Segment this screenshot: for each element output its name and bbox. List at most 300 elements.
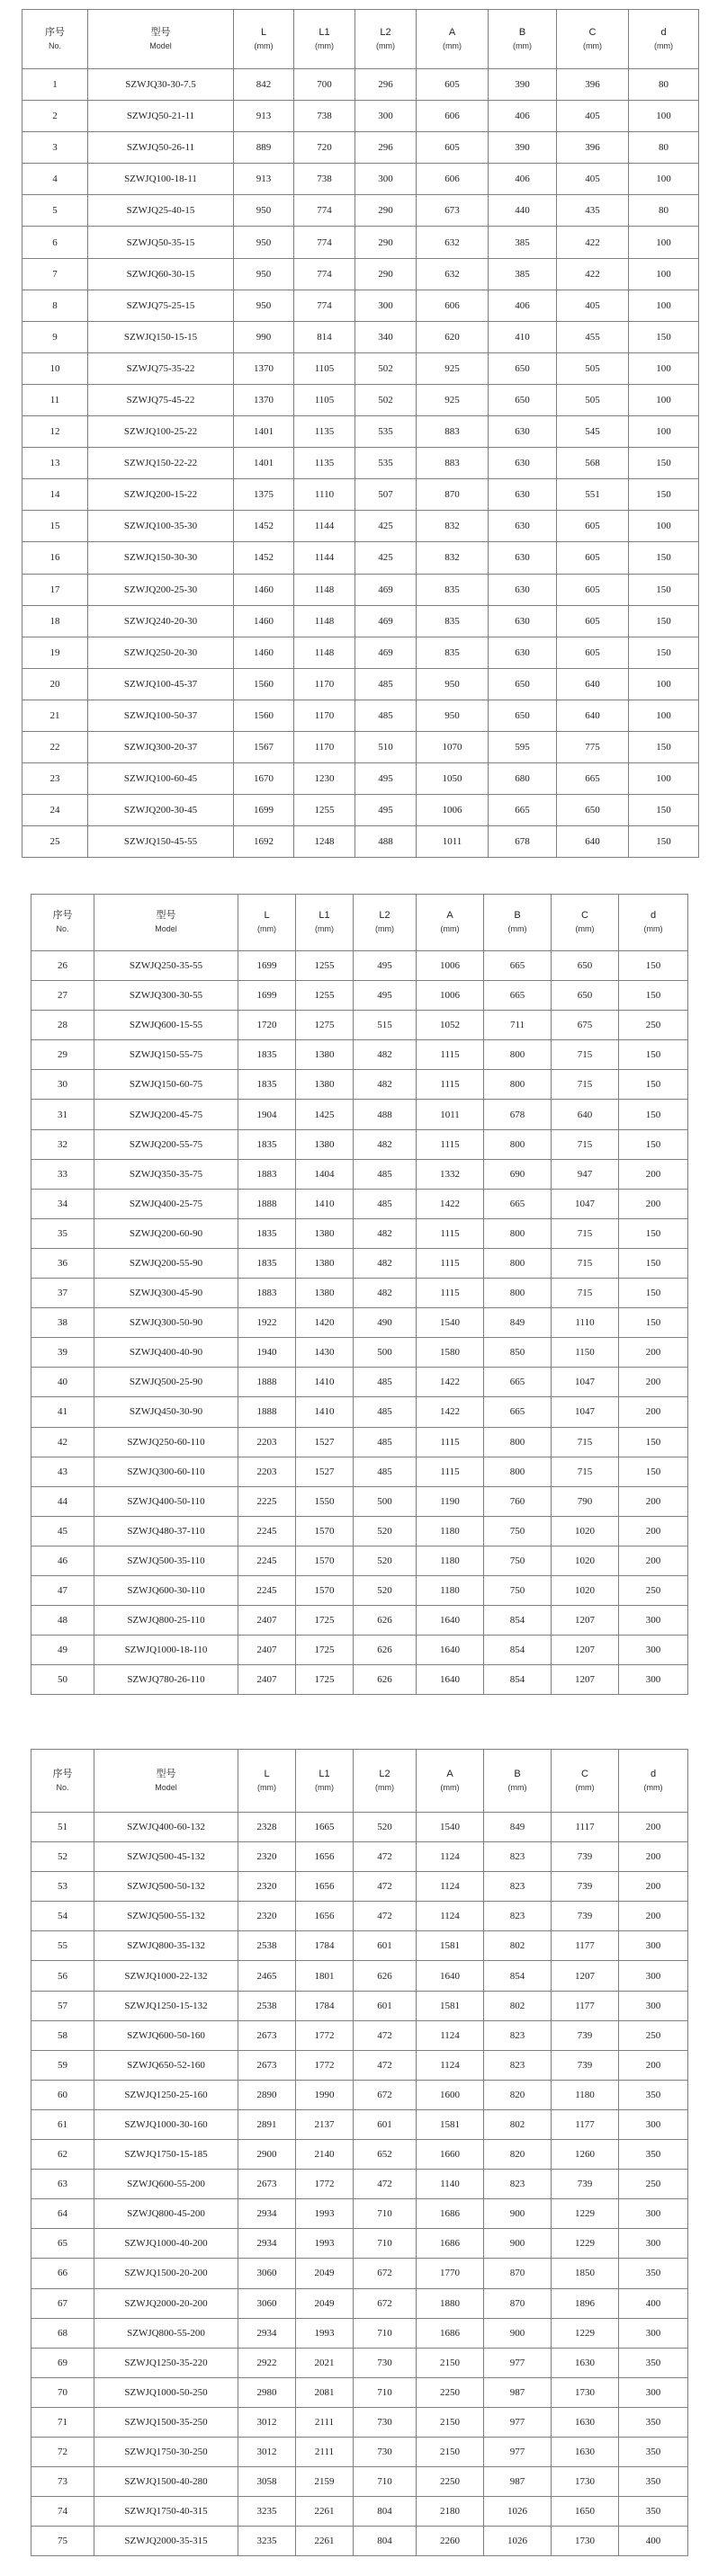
cell-model: SZWJQ1250-25-160: [94, 2080, 238, 2109]
cell-l1: 1110: [294, 479, 355, 511]
header-c: [557, 10, 629, 69]
cell-a: 1686: [417, 2229, 484, 2259]
cell-c: 1020: [552, 1546, 619, 1575]
cell-d: 200: [619, 1486, 688, 1516]
cell-l: 2225: [238, 1486, 296, 1516]
cell-c: 739: [552, 2170, 619, 2199]
header-a: [417, 1750, 484, 1813]
table-row: [22, 69, 699, 101]
cell-l1: 1135: [294, 416, 355, 448]
cell-a: 1050: [417, 763, 489, 795]
cell-model: SZWJQ150-15-15: [88, 321, 234, 352]
cell-d: 200: [619, 1516, 688, 1546]
cell-d: 150: [619, 951, 688, 981]
cell-l2: 672: [354, 2080, 417, 2109]
cell-no: 34: [31, 1189, 94, 1218]
cell-c: 1207: [552, 1665, 619, 1695]
table-row: [31, 1040, 688, 1070]
cell-model: SZWJQ500-45-132: [94, 1842, 238, 1872]
cell-l2: 502: [355, 352, 417, 384]
cell-c: 640: [557, 700, 629, 731]
cell-c: 1730: [552, 2527, 619, 2556]
cell-l2: 500: [354, 1338, 417, 1368]
cell-l2: 485: [354, 1159, 417, 1189]
cell-model: SZWJQ400-50-110: [94, 1486, 238, 1516]
cell-model: SZWJQ60-30-15: [88, 258, 234, 290]
cell-l: 1835: [238, 1129, 296, 1159]
cell-model: SZWJQ400-40-90: [94, 1338, 238, 1368]
cell-model: SZWJQ150-22-22: [88, 448, 234, 479]
cell-l: 2407: [238, 1636, 296, 1665]
table-row: [31, 1011, 688, 1040]
cell-no: 16: [22, 542, 88, 574]
header-d: [619, 1750, 688, 1813]
cell-d: 400: [619, 2527, 688, 2556]
cell-l1: 2140: [296, 2140, 354, 2170]
header-a-sub: (mm): [443, 40, 462, 50]
cell-b: 385: [489, 227, 557, 258]
cell-c: 605: [557, 511, 629, 542]
cell-b: 385: [489, 258, 557, 290]
cell-l1: 1527: [296, 1427, 354, 1457]
header-l2: [355, 10, 417, 69]
cell-model: SZWJQ800-25-110: [94, 1606, 238, 1636]
cell-model: SZWJQ200-15-22: [88, 479, 234, 511]
cell-l: 1452: [234, 511, 294, 542]
header-a-label: A: [446, 910, 453, 921]
cell-b: 630: [489, 511, 557, 542]
cell-b: 987: [484, 2377, 552, 2407]
cell-l1: 1148: [294, 605, 355, 637]
cell-d: 150: [619, 1279, 688, 1308]
cell-l1: 1772: [296, 2170, 354, 2199]
cell-no: 41: [31, 1397, 94, 1427]
cell-l: 2320: [238, 1842, 296, 1872]
cell-b: 665: [484, 1397, 552, 1427]
cell-no: 37: [31, 1279, 94, 1308]
cell-a: 1006: [417, 981, 484, 1011]
cell-l1: 1570: [296, 1516, 354, 1546]
table-row: [31, 2318, 688, 2348]
cell-d: 150: [629, 574, 699, 605]
cell-no: 59: [31, 2050, 94, 2080]
cell-c: 1047: [552, 1397, 619, 1427]
cell-b: 854: [484, 1961, 552, 1991]
cell-no: 52: [31, 1842, 94, 1872]
table-row: [31, 1218, 688, 1248]
table-row: [31, 1397, 688, 1427]
header-c-label: C: [581, 910, 588, 921]
cell-a: 1540: [417, 1813, 484, 1842]
cell-l: 913: [234, 101, 294, 132]
cell-no: 23: [22, 763, 88, 795]
cell-model: SZWJQ25-40-15: [88, 195, 234, 227]
header-l1-sub: (mm): [315, 1782, 334, 1792]
cell-d: 300: [619, 1665, 688, 1695]
cell-l1: 1380: [296, 1218, 354, 1248]
cell-b: 595: [489, 731, 557, 762]
table-row: [22, 132, 699, 164]
cell-model: SZWJQ150-60-75: [94, 1070, 238, 1100]
header-a-label: A: [446, 1768, 453, 1779]
header-a: [417, 10, 489, 69]
cell-a: 832: [417, 542, 489, 574]
cell-l2: 482: [354, 1218, 417, 1248]
cell-a: 1006: [417, 951, 484, 981]
cell-l: 950: [234, 290, 294, 321]
cell-a: 1880: [417, 2288, 484, 2318]
cell-l: 2245: [238, 1516, 296, 1546]
header-no-sub: No.: [48, 40, 61, 50]
header-d-label: d: [650, 910, 657, 921]
cell-a: 1052: [417, 1011, 484, 1040]
header-l2-label: L2: [379, 910, 390, 921]
cell-l2: 520: [354, 1813, 417, 1842]
cell-c: 715: [552, 1457, 619, 1486]
cell-l: 950: [234, 195, 294, 227]
cell-a: 1180: [417, 1575, 484, 1605]
cell-no: 53: [31, 1872, 94, 1902]
cell-a: 2150: [417, 2437, 484, 2466]
cell-no: 71: [31, 2407, 94, 2437]
cell-l1: 1144: [294, 511, 355, 542]
cell-b: 823: [484, 1842, 552, 1872]
cell-l: 3060: [238, 2259, 296, 2288]
cell-model: SZWJQ1000-30-160: [94, 2109, 238, 2139]
table-row: [31, 1100, 688, 1129]
header-model-label: 型号: [150, 26, 171, 38]
table-row: [31, 2407, 688, 2437]
cell-d: 150: [629, 731, 699, 762]
cell-a: 1686: [417, 2199, 484, 2229]
cell-no: 58: [31, 2020, 94, 2050]
cell-l2: 472: [354, 2050, 417, 2080]
cell-c: 1110: [552, 1308, 619, 1338]
table-row: [31, 1486, 688, 1516]
header-d-label: d: [660, 26, 667, 38]
cell-l: 2673: [238, 2170, 296, 2199]
cell-c: 545: [557, 416, 629, 448]
cell-l1: 1230: [294, 763, 355, 795]
table-row: [22, 668, 699, 700]
cell-l: 842: [234, 69, 294, 101]
cell-l2: 482: [354, 1248, 417, 1278]
cell-l: 1460: [234, 605, 294, 637]
cell-l2: 507: [355, 479, 417, 511]
cell-model: SZWJQ100-18-11: [88, 164, 234, 195]
table-row: [31, 1279, 688, 1308]
cell-l2: 710: [354, 2318, 417, 2348]
cell-l2: 425: [355, 542, 417, 574]
cell-a: 1190: [417, 1486, 484, 1516]
cell-b: 823: [484, 1902, 552, 1931]
table-row: [31, 2050, 688, 2080]
cell-a: 1115: [417, 1427, 484, 1457]
cell-a: 1180: [417, 1516, 484, 1546]
cell-l1: 1725: [296, 1606, 354, 1636]
cell-l: 2465: [238, 1961, 296, 1991]
cell-d: 150: [619, 1248, 688, 1278]
cell-l: 1370: [234, 384, 294, 415]
cell-c: 568: [557, 448, 629, 479]
header-a-label: A: [448, 26, 456, 38]
cell-model: SZWJQ600-55-200: [94, 2170, 238, 2199]
cell-no: 35: [31, 1218, 94, 1248]
cell-d: 150: [629, 479, 699, 511]
cell-d: 300: [619, 1636, 688, 1665]
cell-l: 1560: [234, 668, 294, 700]
cell-c: 405: [557, 164, 629, 195]
cell-d: 300: [619, 1961, 688, 1991]
cell-no: 67: [31, 2288, 94, 2318]
cell-no: 9: [22, 321, 88, 352]
cell-model: SZWJQ800-45-200: [94, 2199, 238, 2229]
cell-c: 435: [557, 195, 629, 227]
header-d: [619, 895, 688, 951]
cell-l2: 502: [355, 384, 417, 415]
cell-model: SZWJQ1250-15-132: [94, 1991, 238, 2020]
cell-model: SZWJQ30-30-7.5: [88, 69, 234, 101]
cell-d: 150: [619, 1427, 688, 1457]
cell-c: 1117: [552, 1813, 619, 1842]
table-row: [31, 1575, 688, 1605]
cell-l1: 1255: [296, 981, 354, 1011]
cell-model: SZWJQ1750-30-250: [94, 2437, 238, 2466]
cell-d: 150: [629, 542, 699, 574]
header-l1-sub: (mm): [315, 40, 334, 50]
cell-l1: 2021: [296, 2348, 354, 2377]
cell-c: 790: [552, 1486, 619, 1516]
table-row: [31, 2080, 688, 2109]
cell-a: 1124: [417, 1872, 484, 1902]
cell-c: 605: [557, 637, 629, 668]
cell-l1: 2261: [296, 2527, 354, 2556]
cell-model: SZWJQ50-21-11: [88, 101, 234, 132]
cell-b: 630: [489, 542, 557, 574]
header-no-sub: No.: [56, 924, 69, 933]
cell-b: 854: [484, 1606, 552, 1636]
cell-d: 150: [619, 1218, 688, 1248]
cell-model: SZWJQ350-35-75: [94, 1159, 238, 1189]
cell-d: 150: [619, 1308, 688, 1338]
cell-no: 15: [22, 511, 88, 542]
cell-l2: 469: [355, 637, 417, 668]
cell-l: 2980: [238, 2377, 296, 2407]
cell-no: 73: [31, 2467, 94, 2497]
cell-a: 835: [417, 637, 489, 668]
cell-l2: 300: [355, 164, 417, 195]
cell-c: 1260: [552, 2140, 619, 2170]
header-b-label: B: [518, 26, 526, 38]
cell-l: 1452: [234, 542, 294, 574]
header-l1-label: L1: [319, 1768, 330, 1779]
cell-l2: 495: [354, 951, 417, 981]
cell-c: 675: [552, 1011, 619, 1040]
cell-l1: 1656: [296, 1842, 354, 1872]
spec-table-1: [22, 9, 699, 858]
cell-l: 1560: [234, 700, 294, 731]
cell-c: 775: [557, 731, 629, 762]
cell-l2: 601: [354, 1991, 417, 2020]
cell-d: 150: [619, 1070, 688, 1100]
cell-d: 200: [619, 1159, 688, 1189]
cell-d: 200: [619, 1546, 688, 1575]
cell-d: 250: [619, 1575, 688, 1605]
cell-model: SZWJQ400-60-132: [94, 1813, 238, 1842]
cell-a: 1011: [417, 826, 489, 858]
cell-b: 800: [484, 1040, 552, 1070]
cell-d: 350: [619, 2467, 688, 2497]
cell-a: 1422: [417, 1368, 484, 1397]
cell-l1: 1380: [296, 1279, 354, 1308]
cell-l2: 485: [355, 700, 417, 731]
cell-no: 4: [22, 164, 88, 195]
cell-b: 802: [484, 2109, 552, 2139]
cell-d: 150: [619, 981, 688, 1011]
cell-l1: 1410: [296, 1368, 354, 1397]
header-l2: [354, 895, 417, 951]
cell-c: 1177: [552, 2109, 619, 2139]
header-a: [417, 895, 484, 951]
cell-model: SZWJQ250-35-55: [94, 951, 238, 981]
cell-model: SZWJQ800-55-200: [94, 2318, 238, 2348]
cell-b: 406: [489, 101, 557, 132]
cell-no: 7: [22, 258, 88, 290]
cell-l2: 626: [354, 1606, 417, 1636]
cell-l: 1940: [238, 1338, 296, 1368]
cell-l2: 296: [355, 132, 417, 164]
cell-b: 800: [484, 1457, 552, 1486]
cell-c: 505: [557, 352, 629, 384]
cell-c: 1229: [552, 2229, 619, 2259]
cell-a: 1640: [417, 1961, 484, 1991]
cell-no: 27: [31, 981, 94, 1011]
header-l2-label: L2: [380, 26, 391, 38]
cell-l2: 730: [354, 2348, 417, 2377]
cell-l: 2407: [238, 1606, 296, 1636]
cell-b: 630: [489, 605, 557, 637]
cell-b: 820: [484, 2080, 552, 2109]
cell-model: SZWJQ1750-40-315: [94, 2497, 238, 2527]
table-row: [22, 290, 699, 321]
cell-b: 870: [484, 2259, 552, 2288]
cell-a: 1422: [417, 1397, 484, 1427]
cell-l1: 1105: [294, 384, 355, 415]
cell-l2: 495: [355, 763, 417, 795]
cell-d: 300: [619, 1991, 688, 2020]
cell-model: SZWJQ250-20-30: [88, 637, 234, 668]
cell-b: 678: [484, 1100, 552, 1129]
cell-l1: 774: [294, 290, 355, 321]
cell-c: 640: [552, 1100, 619, 1129]
cell-no: 60: [31, 2080, 94, 2109]
cell-no: 30: [31, 1070, 94, 1100]
cell-no: 64: [31, 2199, 94, 2229]
cell-l2: 495: [355, 795, 417, 826]
cell-l2: 340: [355, 321, 417, 352]
header-no: [31, 1750, 94, 1813]
header-c-sub: (mm): [575, 924, 595, 933]
cell-d: 300: [619, 2318, 688, 2348]
cell-b: 1026: [484, 2527, 552, 2556]
cell-a: 1686: [417, 2318, 484, 2348]
cell-model: SZWJQ50-26-11: [88, 132, 234, 164]
cell-model: SZWJQ100-50-37: [88, 700, 234, 731]
header-b: [489, 10, 557, 69]
cell-no: 69: [31, 2348, 94, 2377]
cell-a: 2180: [417, 2497, 484, 2527]
cell-l1: 1725: [296, 1665, 354, 1695]
cell-d: 150: [629, 448, 699, 479]
cell-a: 1124: [417, 1902, 484, 1931]
cell-l: 1888: [238, 1397, 296, 1427]
cell-model: SZWJQ75-45-22: [88, 384, 234, 415]
cell-l1: 1135: [294, 448, 355, 479]
header-model: [94, 895, 238, 951]
cell-no: 66: [31, 2259, 94, 2288]
table-row: [31, 2020, 688, 2050]
cell-l: 3235: [238, 2497, 296, 2527]
cell-l1: 1993: [296, 2318, 354, 2348]
cell-b: 630: [489, 479, 557, 511]
cell-a: 1640: [417, 1606, 484, 1636]
cell-l1: 1255: [296, 951, 354, 981]
cell-model: SZWJQ1000-18-110: [94, 1636, 238, 1665]
cell-d: 350: [619, 2140, 688, 2170]
cell-l1: 1993: [296, 2229, 354, 2259]
cell-l: 3012: [238, 2437, 296, 2466]
cell-l1: 1570: [296, 1546, 354, 1575]
header-l-sub: (mm): [257, 924, 276, 933]
cell-a: 870: [417, 479, 489, 511]
cell-a: 620: [417, 321, 489, 352]
cell-l2: 730: [354, 2437, 417, 2466]
cell-model: SZWJQ780-26-110: [94, 1665, 238, 1695]
cell-c: 405: [557, 101, 629, 132]
cell-l2: 300: [355, 101, 417, 132]
cell-model: SZWJQ300-20-37: [88, 731, 234, 762]
cell-d: 100: [629, 101, 699, 132]
cell-c: 739: [552, 1902, 619, 1931]
cell-l2: 652: [354, 2140, 417, 2170]
header-no-label: 序号: [52, 910, 73, 921]
cell-b: 750: [484, 1575, 552, 1605]
cell-l2: 482: [354, 1279, 417, 1308]
table-row: [31, 1189, 688, 1218]
header-c-sub: (mm): [583, 40, 602, 50]
cell-l: 2934: [238, 2199, 296, 2229]
cell-model: SZWJQ300-30-55: [94, 981, 238, 1011]
cell-c: 1207: [552, 1961, 619, 1991]
cell-d: 150: [619, 1457, 688, 1486]
cell-l2: 482: [354, 1129, 417, 1159]
cell-l: 1670: [234, 763, 294, 795]
cell-d: 150: [629, 605, 699, 637]
cell-l1: 1380: [296, 1070, 354, 1100]
cell-c: 405: [557, 290, 629, 321]
cell-b: 711: [484, 1011, 552, 1040]
header-model: [94, 1750, 238, 1813]
table-row: [22, 416, 699, 448]
table-row: [31, 2199, 688, 2229]
cell-l2: 485: [355, 668, 417, 700]
cell-l2: 488: [354, 1100, 417, 1129]
cell-d: 250: [619, 2170, 688, 2199]
cell-c: 1730: [552, 2377, 619, 2407]
cell-l: 3012: [238, 2407, 296, 2437]
header-b-sub: (mm): [513, 40, 532, 50]
cell-c: 1047: [552, 1189, 619, 1218]
